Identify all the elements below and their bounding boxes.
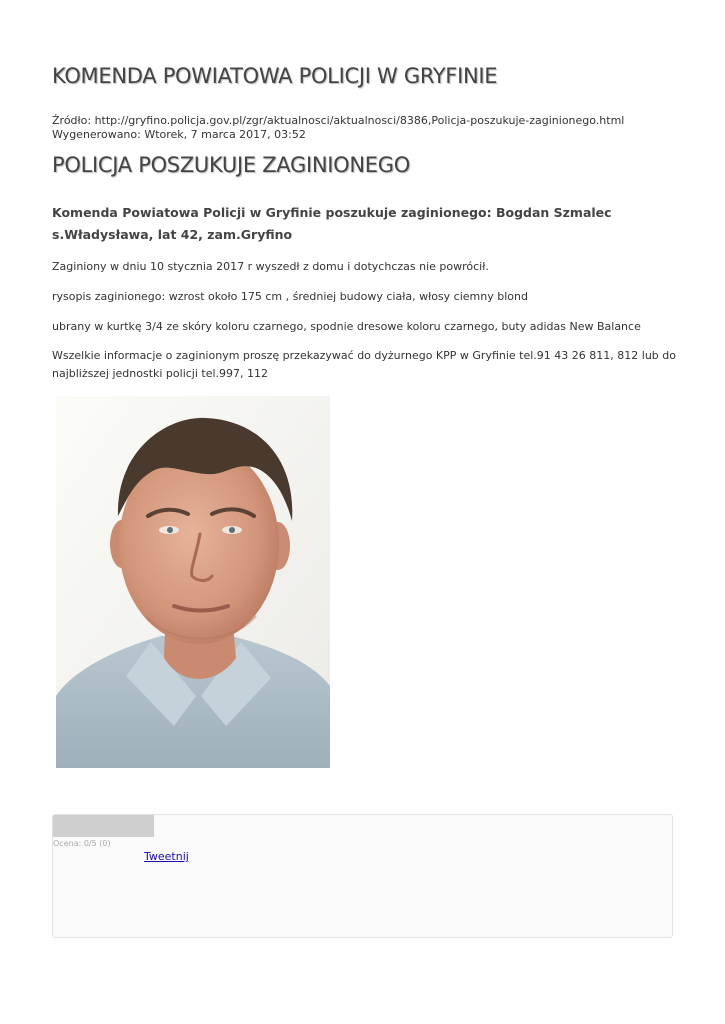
article-paragraph: Zaginiony w dniu 10 stycznia 2017 r wyszedł z domu i dotychczas nie powrócił. [52,260,489,273]
source-line: Źródło: http://gryfino.policja.gov.pl/zgr/aktualnosci/aktualnosci/8386,Policja-poszukuje-zaginionego.html [52,114,625,127]
article-lead: Komenda Powiatowa Policji w Gryfinie poszukuje zaginionego: Bogdan Szmalec s.Władysława, lat 42, zam.Gryfino [52,205,612,242]
tweet-link[interactable]: Tweetnij [144,850,189,863]
site-title: KOMENDA POWIATOWA POLICJI W GRYFINIE [52,64,498,88]
article-title: POLICJA POSZUKUJE ZAGINIONEGO [52,153,410,177]
missing-person-photo [56,396,330,768]
generated-line: Wygenerowano: Wtorek, 7 marca 2017, 03:52 [52,128,306,141]
portrait-illustration [56,396,330,768]
rating-stars-bar[interactable] [53,815,154,837]
rating-panel [52,814,673,938]
article-paragraph: rysopis zaginionego: wzrost około 175 cm , średniej budowy ciała, włosy ciemny blond [52,290,528,303]
article-meta [52,114,624,142]
article-paragraph: ubrany w kurtkę 3/4 ze skóry koloru czarnego, spodnie dresowe koloru czarnego, buty adidas New Balance [52,320,641,333]
article-paragraph: Wszelkie informacje o zaginionym proszę przekazywać do dyżurnego KPP w Gryfinie tel.91 43 26 811, 812 lub do najbliższej jednostki policji tel.997, 112 [52,349,676,380]
rating-label: Ocena: 0/5 (0) [53,839,111,848]
